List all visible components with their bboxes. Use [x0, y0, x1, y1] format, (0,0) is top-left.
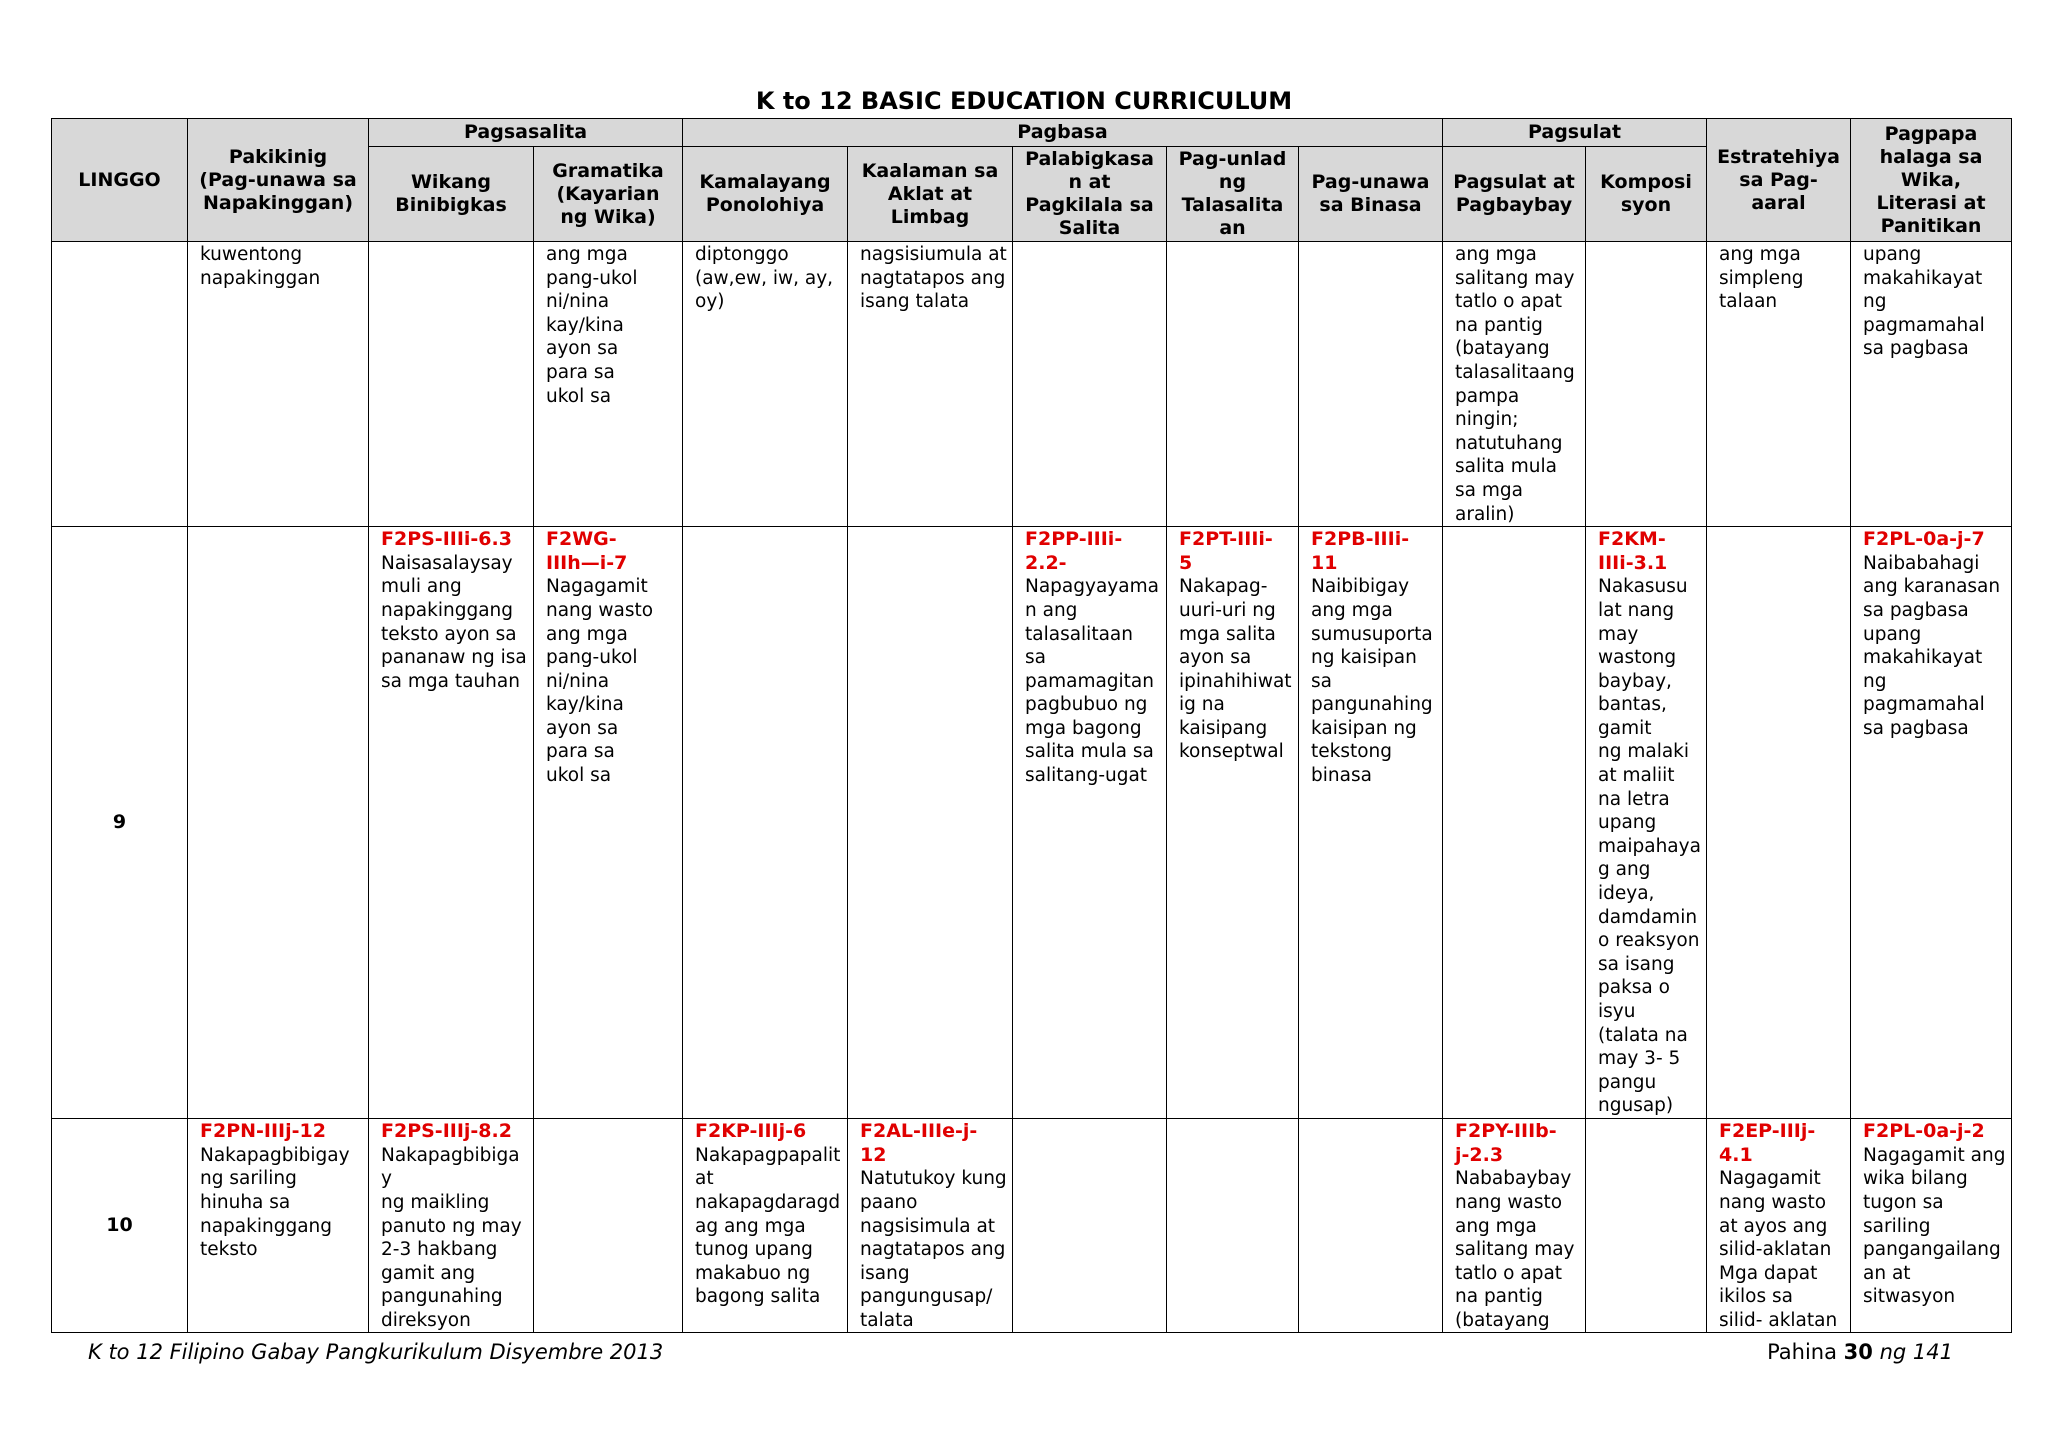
cell-kaalaman: F2AL-IIIe-j- 12 Natutukoy kung paano nagsisimula at nagtatapos ang isang pangungusap/ talata	[848, 1119, 1013, 1333]
cell-pagunawa: F2PB-IIIi- 11 Naibibigay ang mga sumusuporta ng kaisipan sa pangunahing kaisipan ng tekstong binasa	[1299, 527, 1443, 1119]
table-row	[52, 242, 2012, 527]
cell-palabigkasan	[1013, 1119, 1167, 1333]
cell-komposisyon	[1586, 242, 1707, 527]
header-linggo: LINGGO	[52, 119, 188, 242]
competency-code: F2PL-0a-j-2	[1863, 1120, 1985, 1143]
cell-pagunawa	[1299, 242, 1443, 527]
cell-gramatika: F2WG- IIIh—i-7 Nagagamit nang wasto ang mga pang-ukol ni/nina kay/kina ayon sa para sa ukol sa	[534, 527, 683, 1119]
page-total: ng 141	[1879, 1340, 1953, 1364]
header-pagpapahalaga: Pagpapa halaga sa Wika, Literasi at Panitikan	[1851, 119, 2012, 242]
header-estratehiya: Estratehiya sa Pag- aaral	[1707, 119, 1851, 242]
header-pagsulat-pagbaybay: Pagsulat at Pagbaybay	[1443, 147, 1586, 242]
cell-estratehiya: ang mga simpleng talaan	[1707, 242, 1851, 527]
cell-estratehiya: F2EP-IIIj- 4.1 Nagagamit nang wasto at ayos ang silid-aklatan Mga dapat ikilos sa silid- aklatan	[1707, 1119, 1851, 1333]
header-pagunlad-talasalitaan: Pag-unlad ng Talasalita an	[1167, 147, 1299, 242]
cell-kamalayang	[683, 527, 848, 1119]
cell-estratehiya	[1707, 527, 1851, 1119]
competency-code: F2PS-IIIi-6.3	[381, 528, 512, 551]
cell-pakikinig	[188, 527, 369, 1119]
cell-kaalaman	[848, 527, 1013, 1119]
header-kamalayang-ponolohiya: Kamalayang Ponolohiya	[683, 147, 848, 242]
competency-code: F2PB-IIIi- 11	[1311, 528, 1410, 574]
header-group-pagsasalita: Pagsasalita	[369, 119, 683, 147]
header-palabigkasan: Palabigkasa n at Pagkilala sa Salita	[1013, 147, 1167, 242]
cell-pagpapahalaga: upang makahikayat ng pagmamahal sa pagbasa	[1851, 242, 2012, 527]
competency-code: F2AL-IIIe-j- 12	[860, 1120, 978, 1166]
cell-pagpapahalaga: F2PL-0a-j-7 Naibabahagi ang karanasan sa pagbasa upang makahikayat ng pagmamahal sa pagbasa	[1851, 527, 2012, 1119]
cell-komposisyon: F2KM- IIIi-3.1 Nakasusu lat nang may wastong baybay, bantas, gamit ng malaki at maliit na letra upang maipahaya g ang ideya, damdamin o reaksyon sa isang paksa o isyu (talata na may 3- 5 pangu ngusap)	[1586, 527, 1707, 1119]
week-cell	[52, 242, 188, 527]
page-number: 30	[1843, 1340, 1873, 1364]
cell-pagunlad	[1167, 1119, 1299, 1333]
cell-pagunlad: F2PT-IIIi- 5 Nakapag- uuri-uri ng mga salita ayon sa ipinahihiwat ig na kaisipang konseptwal	[1167, 527, 1299, 1119]
cell-pagpapahalaga: F2PL-0a-j-2 Nagagamit ang wika bilang tugon sa sariling pangangailang an at sitwasyon	[1851, 1119, 2012, 1333]
cell-pakikinig: kuwentong napakinggan	[188, 242, 369, 527]
cell-wikang: F2PS-IIIj-8.2 Nakapagbibigay ng maikling panuto ng may 2-3 hakbang gamit ang pangunahing direksyon	[369, 1119, 534, 1333]
cell-kaalaman: nagsisiumula at nagtatapos ang isang talata	[848, 242, 1013, 527]
cell-pagunlad	[1167, 242, 1299, 527]
table-row	[52, 1119, 2012, 1333]
footer-page-number	[1767, 1340, 1953, 1364]
cell-wikang: F2PS-IIIi-6.3 Naisasalaysay muli ang napakinggang teksto ayon sa pananaw ng isa sa mga tauhan	[369, 527, 534, 1119]
cell-palabigkasan: F2PP-IIIi- 2.2- Napagyayama n ang talasalitaan sa pamamagitan pagbubuo ng mga bagong salita mula sa salitang-ugat	[1013, 527, 1167, 1119]
cell-pakikinig: F2PN-IIIj-12 Nakapagbibigay ng sariling hinuha sa napakinggang teksto	[188, 1119, 369, 1333]
footer-document-title: K to 12 Filipino Gabay Pangkurikulum Disyembre 2013	[88, 1340, 664, 1364]
cell-gramatika	[534, 1119, 683, 1333]
competency-code: F2PT-IIIi- 5	[1179, 528, 1273, 574]
header-pakikinig: Pakikinig (Pag-unawa sa Napakinggan)	[188, 119, 369, 242]
cell-pagunawa	[1299, 1119, 1443, 1333]
header-group-pagbasa: Pagbasa	[683, 119, 1443, 147]
header-group-pagsulat: Pagsulat	[1443, 119, 1707, 147]
table-row	[52, 527, 2012, 1119]
competency-code: F2PY-IIIb- j-2.3	[1455, 1120, 1557, 1166]
page-prefix: Pahina	[1767, 1340, 1837, 1364]
page-title: K to 12 BASIC EDUCATION CURRICULUM	[755, 87, 1293, 115]
cell-gramatika: ang mga pang-ukol ni/nina kay/kina ayon sa para sa ukol sa	[534, 242, 683, 527]
table-header	[52, 119, 2012, 242]
cell-palabigkasan	[1013, 242, 1167, 527]
header-komposisyon: Komposi syon	[1586, 147, 1707, 242]
cell-pagsulat: F2PY-IIIb- j-2.3 Nababaybay nang wasto ang mga salitang may tatlo o apat na pantig (batayang	[1443, 1119, 1586, 1333]
competency-code: F2KM- IIIi-3.1	[1598, 528, 1668, 574]
competency-code: F2PS-IIIj-8.2	[381, 1120, 512, 1143]
header-pagunawa-binasa: Pag-unawa sa Binasa	[1299, 147, 1443, 242]
competency-code: F2KP-IIIj-6	[695, 1120, 807, 1143]
competency-code: F2EP-IIIj- 4.1	[1719, 1120, 1816, 1166]
header-gramatika: Gramatika (Kayarian ng Wika)	[534, 147, 683, 242]
cell-kamalayang: diptonggo (aw,ew, iw, ay, oy)	[683, 242, 848, 527]
cell-komposisyon	[1586, 1119, 1707, 1333]
header-kaalaman-aklat: Kaalaman sa Aklat at Limbag	[848, 147, 1013, 242]
competency-code: F2WG- IIIh—i-7	[546, 528, 628, 574]
curriculum-table	[51, 118, 2012, 1333]
week-cell: 10	[52, 1119, 188, 1333]
header-wikang-binibigkas: Wikang Binibigkas	[369, 147, 534, 242]
competency-code: F2PL-0a-j-7	[1863, 528, 1985, 551]
cell-pagsulat	[1443, 527, 1586, 1119]
cell-pagsulat: ang mga salitang may tatlo o apat na pantig (batayang talasalitaang pampa ningin; natutuhang salita mula sa mga aralin)	[1443, 242, 1586, 527]
competency-code: F2PN-IIIj-12	[200, 1120, 326, 1143]
cell-wikang	[369, 242, 534, 527]
week-cell: 9	[52, 527, 188, 1119]
cell-kamalayang: F2KP-IIIj-6 Nakapagpapalit at nakapagdaragd ag ang mga tunog upang makabuo ng bagong salita	[683, 1119, 848, 1333]
competency-code: F2PP-IIIi- 2.2-	[1025, 528, 1123, 574]
